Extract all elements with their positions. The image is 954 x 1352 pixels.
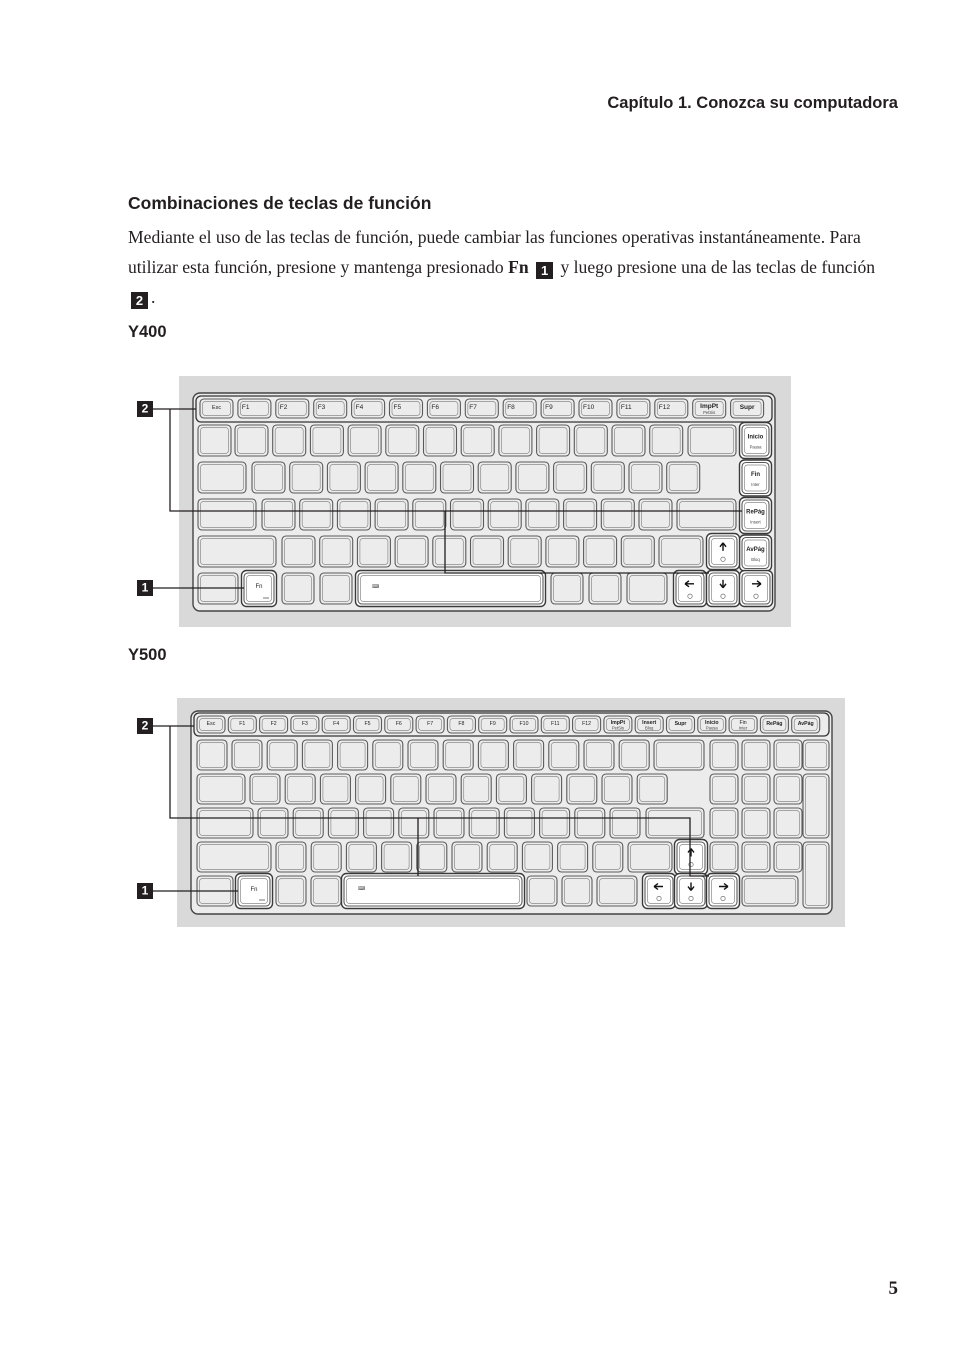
y500-key-r4-4 <box>346 842 376 872</box>
y500-key-menu <box>597 876 637 906</box>
y400-key-f10-label: F10 <box>583 404 595 412</box>
y500-key-r2-6 <box>391 774 421 804</box>
y400-key-f1 <box>238 399 271 418</box>
y500-key-numpad-enter <box>803 842 829 908</box>
y400-key-f7-label: F7 <box>469 404 477 412</box>
y400-key-r4-2 <box>282 536 315 567</box>
y400-key-r2-8 <box>478 462 511 493</box>
y400-key-r3-12 <box>639 499 672 530</box>
y400-key-r4-11 <box>621 536 654 567</box>
y400-key-r1-13 <box>650 425 683 456</box>
y500-key-f10-label: F10 <box>519 720 529 727</box>
y400-key-r2-9 <box>516 462 549 493</box>
y500-key-r1-14 <box>654 740 704 770</box>
y400-key-supr <box>731 399 764 418</box>
chapter-header: Capítulo 1. Conozca su computadora <box>607 94 898 112</box>
y400-key-r1-5 <box>348 425 381 456</box>
y500-key-r3-9 <box>504 808 534 838</box>
y500-key-f3-label: F3 <box>301 720 308 727</box>
y400-key-imppt <box>693 399 726 418</box>
y500-key-inicio-sublabel: Pausa <box>705 725 718 731</box>
y500-key-r3-4 <box>328 808 358 838</box>
y500-key-r4-8 <box>487 842 517 872</box>
y400-key-r1-1 <box>198 425 231 456</box>
y400-key-f2 <box>276 399 309 418</box>
y500-key-r3-8 <box>469 808 499 838</box>
y400-callout-2 <box>137 401 153 417</box>
y500-key-r1-18 <box>803 740 829 770</box>
y400-key-r4-12 <box>659 536 703 567</box>
y400-key-r1-11 <box>574 425 607 456</box>
y500-key-r4-11 <box>593 842 623 872</box>
intro-text-1: Mediante el uso de las teclas de función, puede cambiar las funciones operativas instantáneamente. Para utilizar esta función, presione y mantenga presionado <box>128 227 861 277</box>
y500-key-r2-9 <box>496 774 526 804</box>
y500-key-f8 <box>447 716 475 733</box>
y400-key-f1-label: F1 <box>241 404 250 412</box>
y500-key-r3-14 <box>710 808 738 838</box>
y400-key-r3-6 <box>413 499 446 530</box>
y500-key-r4-1 <box>197 842 271 872</box>
y500-key-f4 <box>322 716 350 733</box>
y500-key-r2-16 <box>774 774 802 804</box>
y400-key-r4-7 <box>471 536 504 567</box>
y400-key-alt-left <box>320 573 352 604</box>
y400-key-r1-8 <box>461 425 494 456</box>
y500-key-f1-label: F1 <box>239 720 246 727</box>
y400-callout-1-number: 1 <box>141 580 149 595</box>
y500-key-supr <box>667 716 695 733</box>
y400-key-r1-7 <box>424 425 457 456</box>
y500-key-r3-15 <box>742 808 770 838</box>
y500-key-r3-10 <box>540 808 570 838</box>
keyboard-figure-y500 <box>137 698 845 927</box>
y500-key-r1-5 <box>338 740 368 770</box>
y400-key-r4-8 <box>508 536 541 567</box>
y500-key-r1-13 <box>619 740 649 770</box>
y400-key-imppt-label: ImpPt <box>700 402 719 410</box>
y400-key-f9 <box>541 399 574 418</box>
y500-key-r2-15 <box>742 774 770 804</box>
y500-key-repág <box>760 716 788 733</box>
section-title: Combinaciones de teclas de función <box>128 193 432 213</box>
y500-key-inicio <box>698 716 726 733</box>
y400-key-r4-10 <box>584 536 617 567</box>
y500-space-icon: ⌨ <box>358 886 366 892</box>
y400-key-down <box>707 571 740 607</box>
y400-key-f11-label: F11 <box>620 404 632 412</box>
y500-key-alt-left <box>311 876 341 906</box>
y500-key-r2-8 <box>461 774 491 804</box>
y400-key-r2-12 <box>629 462 662 493</box>
y400-space-icon: ⌨ <box>372 584 380 590</box>
y500-key-r2-14 <box>710 774 738 804</box>
y500-key-r3-6 <box>399 808 429 838</box>
y500-key-f6-label: F6 <box>395 720 402 727</box>
y400-key-r1-3 <box>273 425 306 456</box>
y500-key-r4-15 <box>774 842 802 872</box>
y400-callout-2-number: 2 <box>141 401 149 416</box>
y500-key-avpág <box>792 716 820 733</box>
y400-key-r1-14 <box>688 425 736 456</box>
y400-key-side-3-label: RePág <box>746 509 765 516</box>
y400-key-fn <box>242 571 277 607</box>
y500-key-insert-sublabel: Bloq <box>645 725 654 731</box>
y500-key-avpág-label: AvPág <box>797 720 814 727</box>
y500-key-f2 <box>260 716 288 733</box>
y500-key-r4-3 <box>311 842 341 872</box>
y400-key-f12 <box>655 399 688 418</box>
y500-key-f1 <box>228 716 256 733</box>
y500-key-imppt-sublabel: PetSis <box>611 725 624 731</box>
y500-key-f11-label: F11 <box>551 720 560 727</box>
y500-key-supr-label: Supr <box>674 720 687 727</box>
y400-key-f6-label: F6 <box>431 404 439 412</box>
y500-key-r1-16 <box>742 740 770 770</box>
y500-callout-2 <box>137 718 153 734</box>
y400-key-f4 <box>352 399 385 418</box>
y400-key-r3-10 <box>564 499 597 530</box>
y500-key-r1-15 <box>710 740 738 770</box>
y400-key-r2-6 <box>403 462 436 493</box>
y500-key-r1-4 <box>302 740 332 770</box>
y500-key-r1-10 <box>514 740 544 770</box>
y500-callout-2-number: 2 <box>141 718 149 733</box>
y400-callout-1 <box>137 580 153 596</box>
y500-key-f5-label: F5 <box>364 720 371 727</box>
fn-key-name: Fn <box>508 257 529 277</box>
y500-key-f9 <box>479 716 507 733</box>
y400-key-f3-label: F3 <box>317 404 326 412</box>
y400-key-r2-7 <box>441 462 474 493</box>
y500-key-space <box>342 874 525 909</box>
y400-key-r2-10 <box>554 462 587 493</box>
y500-key-r4-6 <box>417 842 447 872</box>
y400-key-side-4 <box>740 535 772 571</box>
y500-key-alt-right <box>527 876 557 906</box>
y500-key-r2-11 <box>567 774 597 804</box>
y500-key-repág-label: RePág <box>766 720 783 727</box>
y500-key-r1-7 <box>408 740 438 770</box>
y500-key-r4-5 <box>382 842 412 872</box>
model-label-y500: Y500 <box>128 646 167 664</box>
y400-key-up <box>707 534 740 570</box>
y400-key-side-1-sublabel: Pausa <box>749 444 762 450</box>
y400-key-menu <box>627 573 667 604</box>
y400-key-f5 <box>390 399 423 418</box>
y400-key-r1-10 <box>537 425 570 456</box>
y500-key-r4-7 <box>452 842 482 872</box>
y500-key-fn-label: Fn <box>250 886 258 893</box>
y500-key-r1-8 <box>443 740 473 770</box>
y400-key-supr-label: Supr <box>739 404 755 412</box>
y500-key-r4-13 <box>710 842 738 872</box>
y500-key-insert <box>635 716 663 733</box>
y400-key-r4-3 <box>320 536 353 567</box>
y400-key-r1-2 <box>235 425 268 456</box>
y400-key-r2-4 <box>327 462 360 493</box>
y400-key-r1-9 <box>499 425 532 456</box>
y500-key-r4-10 <box>558 842 588 872</box>
callout-2-badge: 2 <box>131 292 148 309</box>
y500-key-r1-12 <box>584 740 614 770</box>
y400-key-r3-1 <box>198 499 256 530</box>
y500-key-fin-sublabel: Inter <box>738 725 748 731</box>
y400-key-r3-7 <box>451 499 484 530</box>
y500-key-r4-2 <box>276 842 306 872</box>
y500-key-r3-1 <box>197 808 253 838</box>
y400-key-f2-label: F2 <box>279 404 288 412</box>
y400-key-r2-5 <box>365 462 398 493</box>
y500-key-r2-12 <box>602 774 632 804</box>
y500-key-fin-label: Fin <box>739 719 747 726</box>
y400-key-r2-11 <box>591 462 624 493</box>
y500-key-r4-14 <box>742 842 770 872</box>
y500-key-r2-13 <box>637 774 667 804</box>
y400-key-esc <box>200 399 233 418</box>
page-number: 5 <box>888 1278 898 1299</box>
y500-key-r2-7 <box>426 774 456 804</box>
y400-key-r2-13 <box>667 462 700 493</box>
y400-key-side-1-label: Inicio <box>747 434 764 441</box>
y500-key-f3 <box>291 716 319 733</box>
y500-key-r2-2 <box>250 774 280 804</box>
y400-key-r1-4 <box>310 425 343 456</box>
y500-key-right <box>707 874 740 909</box>
y500-key-f7-label: F7 <box>427 720 434 727</box>
y400-key-f4-label: F4 <box>355 404 364 412</box>
y500-key-r3-12 <box>610 808 640 838</box>
y500-key-numpad-plus <box>803 774 829 838</box>
y500-key-r2-1 <box>197 774 245 804</box>
y400-key-right <box>740 571 773 607</box>
y400-key-f5-label: F5 <box>393 404 402 412</box>
y500-key-left <box>643 874 676 909</box>
y500-key-r3-16 <box>774 808 802 838</box>
y500-key-r3-11 <box>575 808 605 838</box>
y500-key-f7 <box>416 716 444 733</box>
y400-key-f9-label: F9 <box>545 404 553 412</box>
y500-key-r3-2 <box>258 808 288 838</box>
y400-key-side-3-sublabel: Insert <box>750 519 761 525</box>
y500-key-win <box>276 876 306 906</box>
y500-key-down <box>675 874 708 909</box>
y500-key-esc <box>197 716 225 733</box>
y400-key-r3-4 <box>337 499 370 530</box>
y500-key-f10 <box>510 716 538 733</box>
y500-key-r2-5 <box>356 774 386 804</box>
y500-key-f4-label: F4 <box>333 720 340 727</box>
y400-key-r3-9 <box>526 499 559 530</box>
y400-key-side-2-sublabel: Inter <box>751 481 760 487</box>
y400-key-f7 <box>465 399 498 418</box>
y500-key-r3-3 <box>293 808 323 838</box>
y400-key-r3-8 <box>488 499 521 530</box>
y500-key-insert-label: Insert <box>642 719 657 726</box>
y400-key-r4-9 <box>546 536 579 567</box>
y500-key-ctrl-right <box>562 876 592 906</box>
y400-key-r4-1 <box>198 536 276 567</box>
y500-key-r2-4 <box>320 774 350 804</box>
y400-key-side-1 <box>740 423 772 459</box>
y500-key-fn <box>236 874 273 909</box>
y400-key-r2-2 <box>252 462 285 493</box>
y400-key-f8-label: F8 <box>507 404 515 412</box>
y400-key-f8 <box>503 399 536 418</box>
y500-callout-1-number: 1 <box>141 883 149 898</box>
y500-key-r1-6 <box>373 740 403 770</box>
y500-key-r1-1 <box>197 740 227 770</box>
y500-key-f6 <box>385 716 413 733</box>
y400-key-f6 <box>427 399 460 418</box>
y500-key-imppt <box>604 716 632 733</box>
y500-callout-1 <box>137 883 153 899</box>
y400-key-r4-4 <box>357 536 390 567</box>
y400-key-side-2 <box>740 460 772 496</box>
y400-key-ctrl-right <box>589 573 621 604</box>
y400-key-side-4-label: AvPág <box>746 546 765 553</box>
y500-key-r3-13 <box>646 808 704 838</box>
y400-key-space <box>356 571 546 607</box>
y400-key-r1-6 <box>386 425 419 456</box>
y500-key-r2-3 <box>285 774 315 804</box>
y500-key-esc-label: Esc <box>206 720 216 727</box>
y400-key-r3-13 <box>677 499 736 530</box>
y400-key-r1-12 <box>612 425 645 456</box>
y500-key-f5 <box>354 716 382 733</box>
y500-key-numpad-0 <box>742 876 798 906</box>
y500-key-r3-7 <box>434 808 464 838</box>
y400-key-alt-right <box>551 573 583 604</box>
y400-key-left <box>674 571 707 607</box>
y400-key-r3-5 <box>375 499 408 530</box>
y500-key-r1-11 <box>549 740 579 770</box>
y500-key-r3-5 <box>364 808 394 838</box>
y500-key-up <box>675 840 708 875</box>
y400-key-r2-3 <box>290 462 323 493</box>
y500-key-r4-9 <box>522 842 552 872</box>
y500-key-r4-12 <box>628 842 672 872</box>
y500-key-f11 <box>541 716 569 733</box>
intro-text-3: . <box>151 287 156 307</box>
y400-key-r3-11 <box>601 499 634 530</box>
y400-key-f10 <box>579 399 612 418</box>
y500-key-r1-3 <box>267 740 297 770</box>
y400-key-r4-6 <box>433 536 466 567</box>
y500-key-r2-10 <box>532 774 562 804</box>
y400-key-r2-1 <box>198 462 246 493</box>
y400-key-side-3 <box>740 498 772 534</box>
y400-key-esc-label: Esc <box>211 404 222 411</box>
model-label-y400: Y400 <box>128 323 167 341</box>
y500-key-f12-label: F12 <box>582 720 592 727</box>
y500-key-f9-label: F9 <box>489 720 496 727</box>
y500-key-f8-label: F8 <box>458 720 465 727</box>
y400-key-f11 <box>617 399 650 418</box>
y500-key-f2-label: F2 <box>270 720 277 727</box>
y400-key-imppt-sublabel: PetSis <box>703 409 716 415</box>
y400-key-win <box>282 573 314 604</box>
y500-key-r1-2 <box>232 740 262 770</box>
y500-key-imppt-label: ImpPt <box>610 719 626 726</box>
y400-key-fn-label: Fn <box>255 584 263 591</box>
y400-key-side-4-sublabel: Bloq <box>751 556 760 562</box>
y500-key-fin <box>729 716 757 733</box>
y400-key-side-2-label: Fin <box>751 471 760 478</box>
y400-key-r3-2 <box>262 499 295 530</box>
keyboard-figure-y400 <box>137 376 791 627</box>
y500-key-r1-17 <box>774 740 802 770</box>
y400-key-r4-5 <box>395 536 428 567</box>
y400-key-f12-label: F12 <box>658 404 671 412</box>
y400-key-f3 <box>314 399 347 418</box>
y500-key-r1-9 <box>478 740 508 770</box>
callout-1-badge: 1 <box>536 262 553 279</box>
y500-key-f12 <box>573 716 601 733</box>
y500-key-inicio-label: Inicio <box>705 719 719 726</box>
intro-text-2: y luego presione una de las teclas de función <box>556 257 876 277</box>
y400-key-r3-3 <box>300 499 333 530</box>
